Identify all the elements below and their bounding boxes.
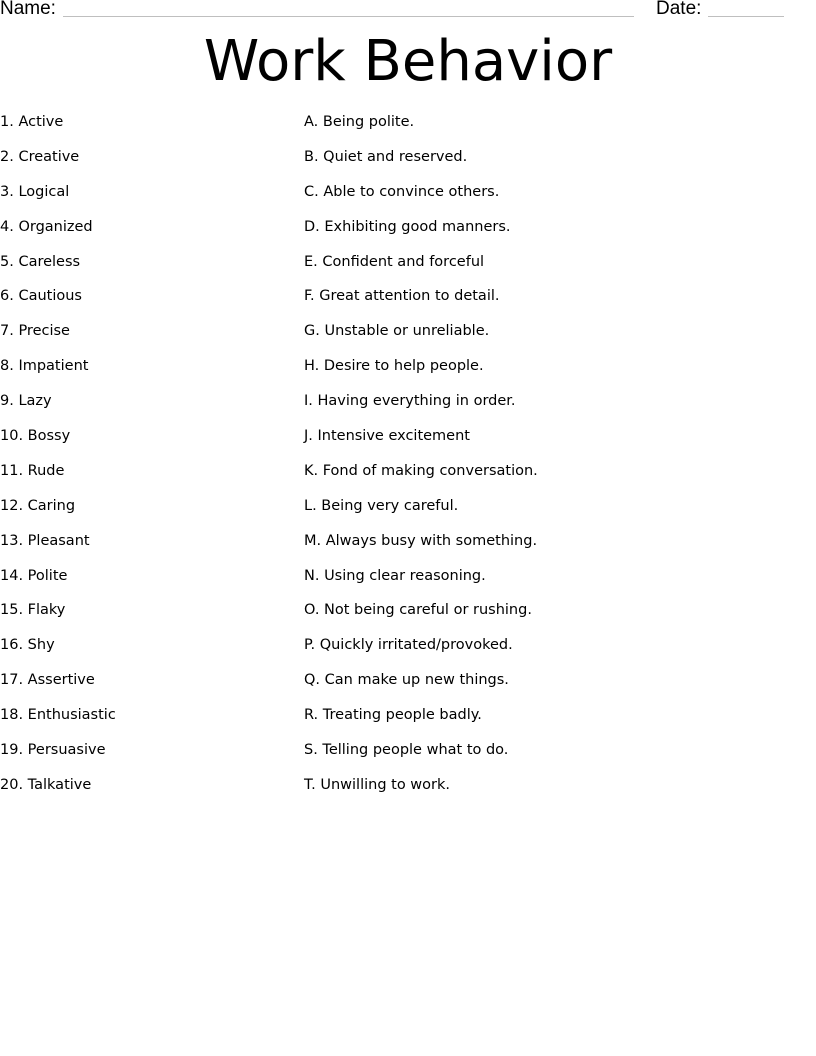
term-item: 19. Persuasive — [0, 742, 106, 759]
definition-item: J. Intensive excitement — [304, 428, 470, 445]
term-item: 9. Lazy — [0, 393, 52, 410]
term-item: 2. Creative — [0, 148, 80, 165]
term-item: 7. Precise — [0, 323, 70, 340]
definition-item: B. Quiet and reserved. — [304, 148, 468, 165]
term-item: 5. Careless — [0, 253, 81, 270]
term-item: 4. Organized — [0, 218, 93, 235]
term-item: 13. Pleasant — [0, 532, 90, 549]
definition-item: M. Always busy with something. — [304, 532, 538, 549]
term-item: 14. Polite — [0, 567, 68, 584]
definition-item: K. Fond of making conversation. — [304, 462, 538, 479]
definition-item: S. Telling people what to do. — [304, 742, 509, 759]
term-item: 12. Caring — [0, 497, 76, 514]
term-item: 20. Talkative — [0, 776, 92, 793]
term-item: 1. Active — [0, 114, 64, 130]
definition-item: D. Exhibiting good manners. — [304, 218, 511, 235]
definitions-list — [304, 111, 538, 809]
definition-item: F. Great attention to detail. — [304, 288, 500, 305]
definition-item: A. Being polite. — [304, 114, 415, 130]
definition-item: Q. Can make up new things. — [304, 672, 509, 689]
term-item: 15. Flaky — [0, 602, 66, 619]
date-label: Date: — [656, 0, 702, 19]
worksheet-title: Work Behavior — [203, 29, 613, 94]
date-blank-line[interactable] — [708, 16, 784, 17]
term-item: 11. Rude — [0, 462, 65, 479]
term-item: 3. Logical — [0, 183, 70, 200]
term-item: 6. Cautious — [0, 288, 82, 305]
definition-item: O. Not being careful or rushing. — [304, 602, 532, 619]
definition-item: C. Able to convince others. — [304, 183, 500, 200]
term-item: 18. Enthusiastic — [0, 707, 116, 724]
definition-item: L. Being very careful. — [304, 497, 459, 514]
definition-item: N. Using clear reasoning. — [304, 567, 486, 584]
name-label: Name: — [0, 0, 56, 19]
term-item: 10. Bossy — [0, 428, 71, 445]
definition-item: G. Unstable or unreliable. — [304, 323, 490, 340]
name-blank-line[interactable] — [63, 16, 634, 17]
definition-item: H. Desire to help people. — [304, 358, 484, 375]
term-item: 16. Shy — [0, 637, 55, 654]
definition-item: T. Unwilling to work. — [304, 776, 450, 793]
definition-item: R. Treating people badly. — [304, 707, 482, 724]
definition-item: P. Quickly irritated/provoked. — [304, 637, 513, 654]
term-item: 17. Assertive — [0, 672, 95, 689]
worksheet-header — [0, 0, 816, 24]
terms-list — [0, 111, 116, 809]
term-item: 8. Impatient — [0, 358, 89, 375]
definition-item: E. Confident and forceful — [304, 253, 485, 270]
definition-item: I. Having everything in order. — [304, 393, 516, 410]
